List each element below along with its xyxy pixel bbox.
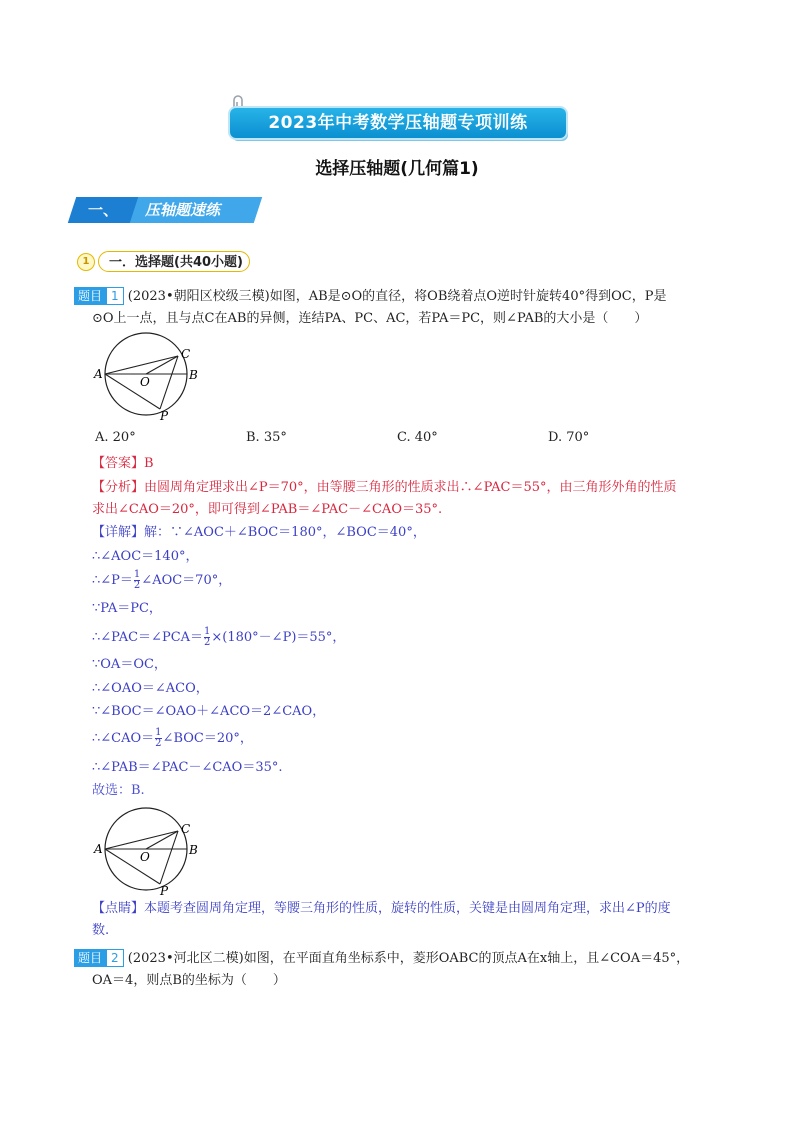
question-text: (2023•河北区二模)如图，在平面直角坐标系中，菱形OABC的顶点A在x轴上，且∠COA＝45°， <box>127 951 690 966</box>
question-tag: 题目 <box>74 287 106 305</box>
option-c[interactable]: C. 40° <box>397 430 438 445</box>
question-number: 2 <box>106 949 124 967</box>
segment-pc <box>160 356 178 409</box>
detail-line-11: 故选：B. <box>92 783 145 798</box>
detail-text: ∴∠P＝ <box>92 573 133 588</box>
question-number: 1 <box>106 287 124 305</box>
fraction-half: $\frac{1}{2}$ <box>155 727 162 749</box>
option-b[interactable]: B. 35° <box>246 430 287 445</box>
detail-text: ∴∠PAC＝∠PCA＝ <box>92 630 204 645</box>
detail-line-3 <box>92 570 231 592</box>
question-2-line-1 <box>74 948 689 970</box>
label-b: B <box>189 843 198 857</box>
label-o: O <box>140 850 150 864</box>
detail-line-5 <box>92 627 345 649</box>
detail-tail: ∠AOC＝70°， <box>141 573 232 588</box>
fraction-half: $\frac{1}{2}$ <box>204 626 211 648</box>
label-p: P <box>160 409 169 422</box>
label-a: A <box>94 367 103 381</box>
detail-line-6: ∵OA＝OC， <box>92 657 167 672</box>
subsection-icon: 1 <box>77 253 95 271</box>
detail-line-7: ∴∠OAO＝∠ACO， <box>92 681 209 696</box>
detail-line-1: 【详解】解：∵∠AOC＋∠BOC＝180°，∠BOC＝40°， <box>92 525 426 540</box>
label-c: C <box>181 822 191 836</box>
question-1-line-1 <box>74 286 666 308</box>
detail-text: ∴∠CAO＝ <box>92 731 155 746</box>
page-subtitle: 选择压轴题(几何篇1) <box>315 159 479 179</box>
analysis-line-2: 求出∠CAO＝20°，即可得到∠PAB＝∠PAC－∠CAO＝35°. <box>92 502 443 517</box>
segment-pa <box>105 849 160 884</box>
question-1-line-2: ⊙O上一点，且与点C在AB的异侧，连结PA、PC、AC，若PA＝PC，则∠PAB的大小是（ ） <box>92 311 648 326</box>
segment-pa <box>105 374 160 409</box>
detail-line-4: ∵PA＝PC， <box>92 601 162 616</box>
question-2-line-2: OA＝4，则点B的坐标为（ ） <box>92 973 286 988</box>
detail-line-10: ∴∠PAB＝∠PAC－∠CAO＝35°. <box>92 760 283 775</box>
question-text: (2023•朝阳区校级三模)如图，AB是⊙O的直径，将OB绕着点O逆时针旋转40°得到OC，P是 <box>127 289 667 304</box>
option-a[interactable]: A. 20° <box>95 430 136 445</box>
detail-tail: ∠BOC＝20°， <box>162 731 253 746</box>
comment-line-1: 【点睛】本题考查圆周角定理，等腰三角形的性质，旋转的性质，关键是由圆周角定理，求出∠P的度 <box>92 901 671 916</box>
title-banner: 2023年中考数学压轴题专项训练 <box>230 108 566 138</box>
question-tag: 题目 <box>74 949 106 967</box>
circle-figure-2 <box>92 805 204 897</box>
subsection-label: 一．选择题(共40小题) <box>98 251 250 272</box>
detail-line-9 <box>92 728 253 750</box>
option-d[interactable]: D. 70° <box>548 430 590 445</box>
segment-ac <box>105 831 178 849</box>
section-number: 一、 <box>88 201 119 219</box>
detail-line-2: ∴∠AOC＝140°， <box>92 549 199 564</box>
detail-line-8: ∵∠BOC＝∠OAO＋∠ACO＝2∠CAO， <box>92 704 326 719</box>
label-b: B <box>189 368 198 382</box>
analysis-line-1: 【分析】由圆周角定理求出∠P＝70°，由等腰三角形的性质求出∴∠PAC＝55°，由三角形外角的性质 <box>92 480 677 495</box>
section-title: 压轴题速练 <box>145 201 221 219</box>
label-a: A <box>94 842 103 856</box>
fraction-half: $\frac{1}{2}$ <box>133 569 141 591</box>
label-p: P <box>160 884 169 897</box>
comment-line-2: 数. <box>92 923 110 938</box>
circle-figure-1 <box>92 330 204 422</box>
label-c: C <box>181 347 191 361</box>
segment-ac <box>105 356 178 374</box>
segment-pc <box>160 831 178 884</box>
label-o: O <box>140 375 150 389</box>
answer: 【答案】B <box>92 456 154 471</box>
detail-tail: ×(180°－∠P)＝55°， <box>211 630 346 645</box>
